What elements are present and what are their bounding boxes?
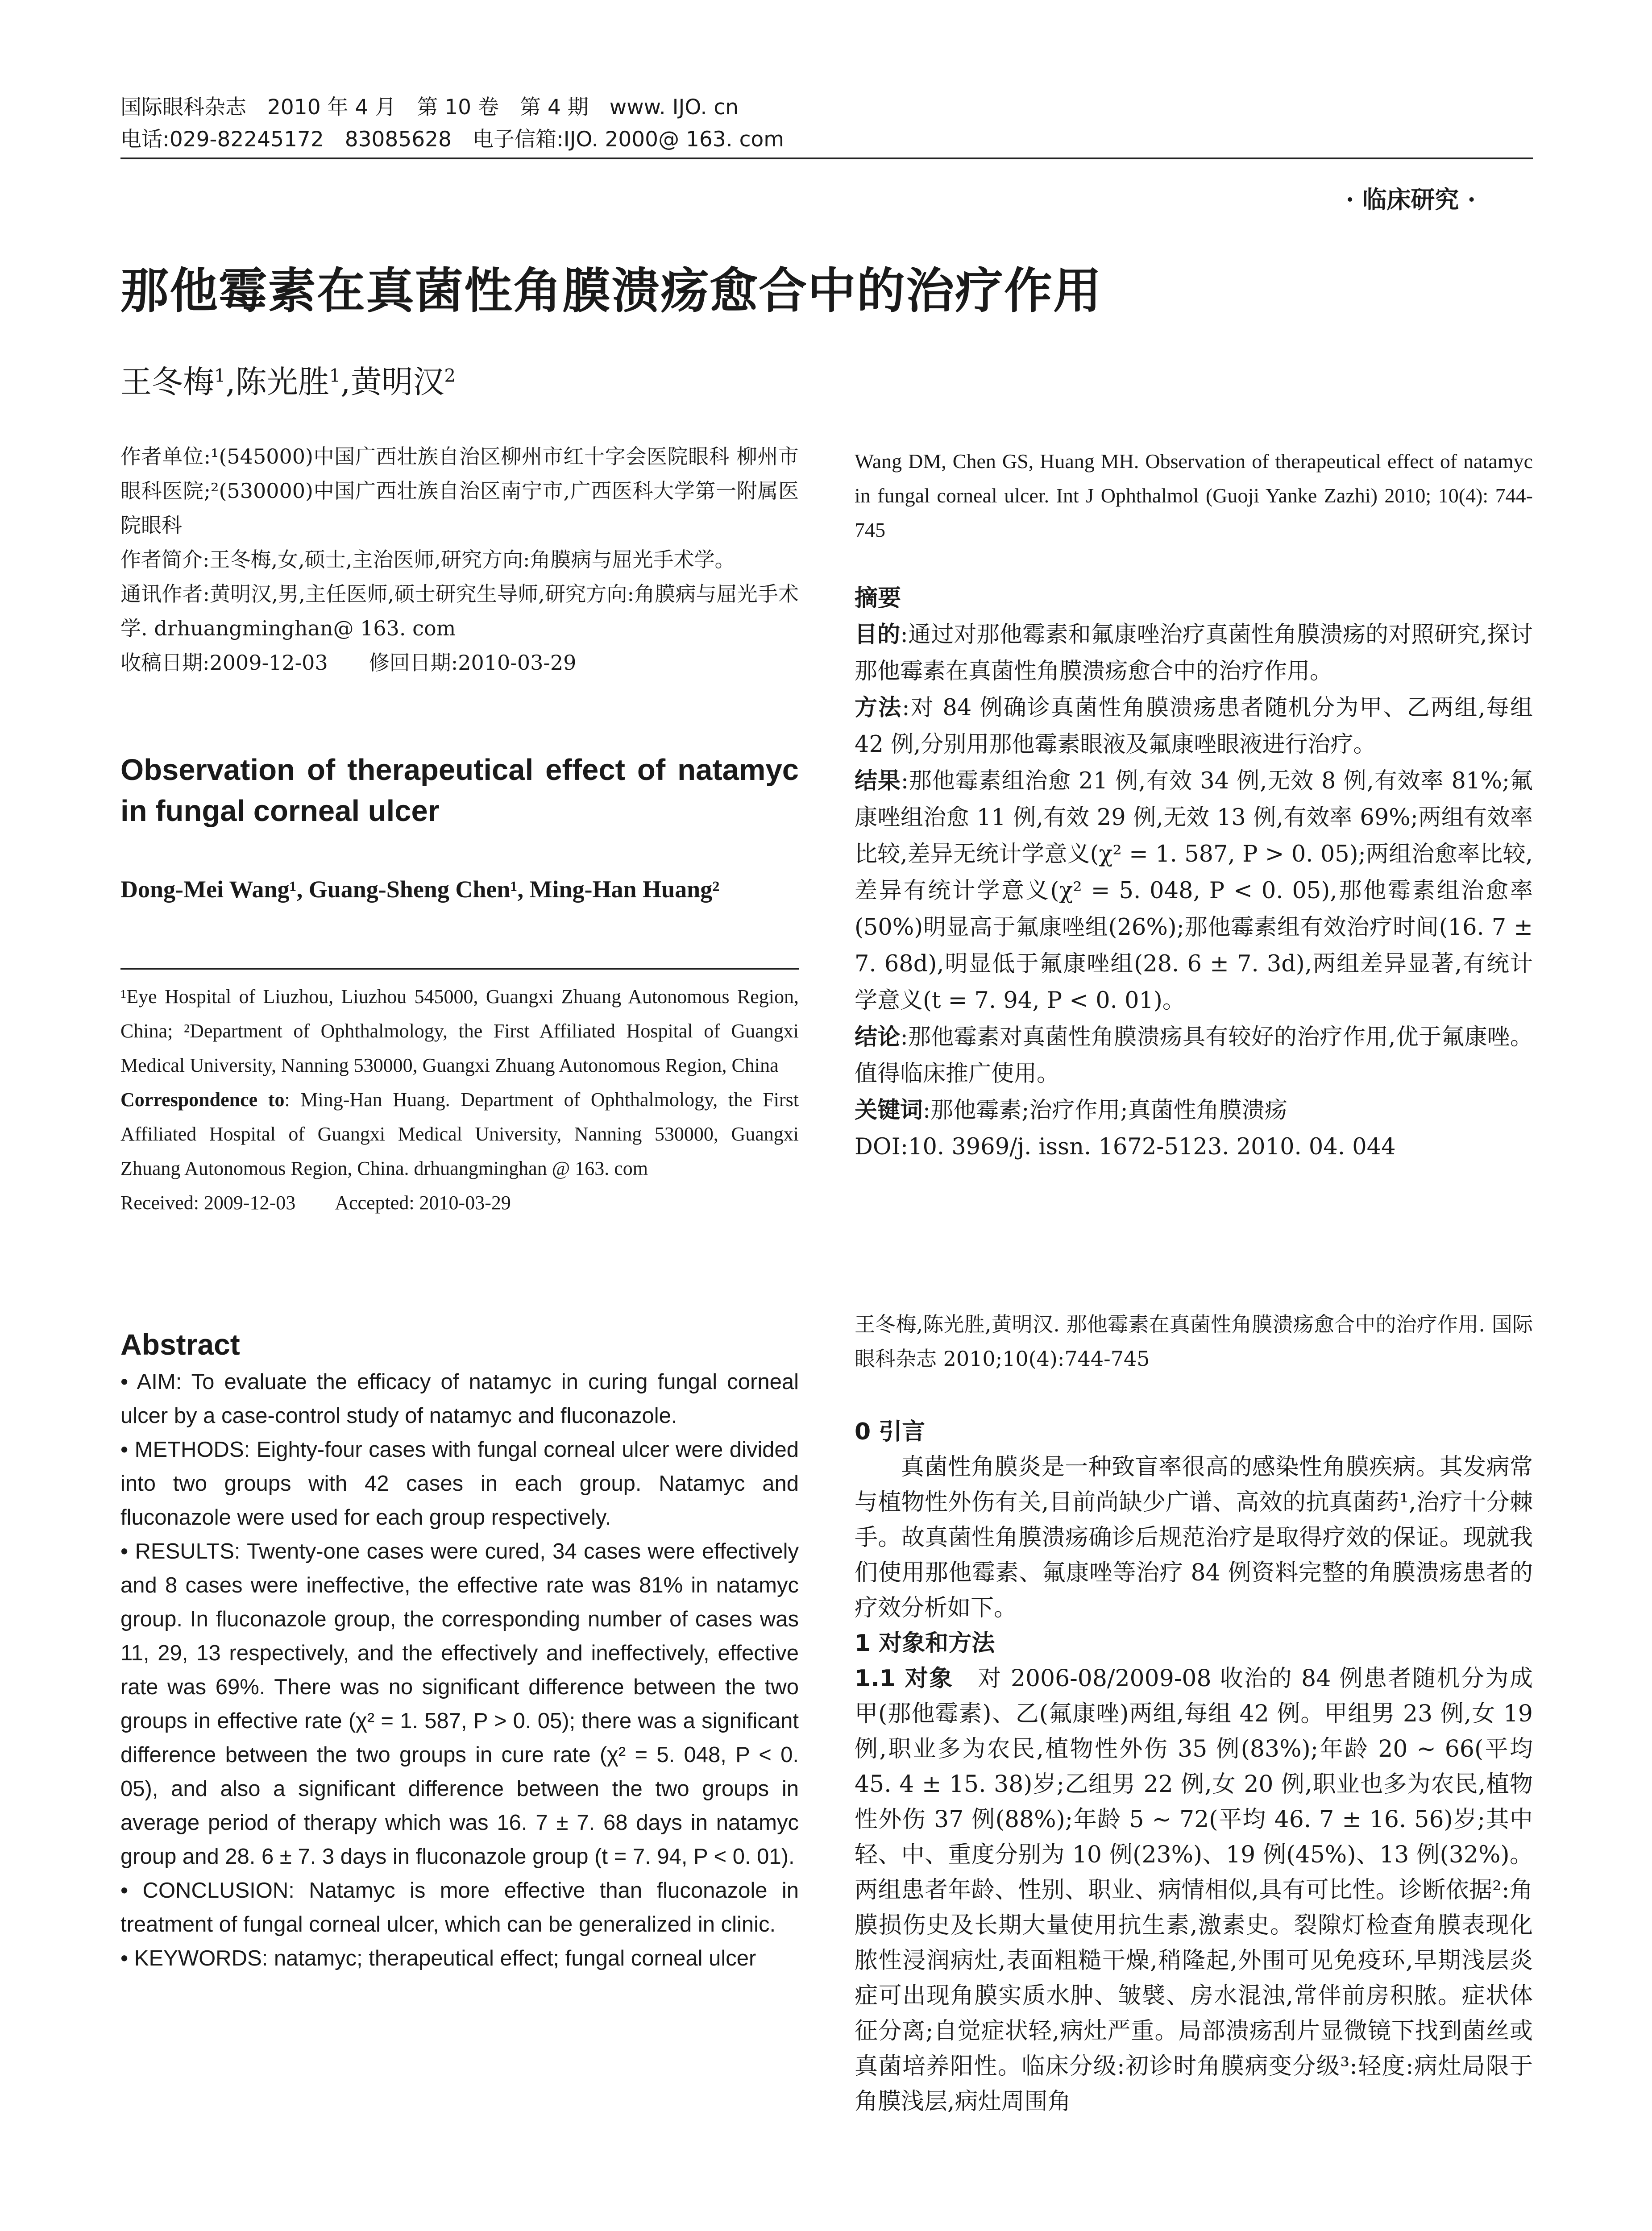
abstract-cn-results <box>855 763 1533 1019</box>
institutions-en: ¹Eye Hospital of Liuzhou, Liuzhou 545000, Guangxi Zhuang Autonomous Region, China; ²Department of Ophthalmology, the First Affiliated Hospital of Guangxi Medical University, Nanning 530000, Guangxi Zhuang Autonomous Region, China <box>120 986 799 1076</box>
header-divider <box>120 158 1533 159</box>
subjects-label: 1.1 对象 <box>855 1665 954 1692</box>
abstract-heading: Abstract <box>120 1328 240 1361</box>
affiliations-divider <box>120 968 799 970</box>
citation-cn: 王冬梅,陈光胜,黄明汉. 那他霉素在真菌性角膜溃疡愈合中的治疗作用. 国际眼科杂志 2010;10(4):744-745 <box>855 1312 1533 1371</box>
results-label: 结果 <box>855 768 901 794</box>
abstract-cn-heading: 摘要 <box>855 585 901 612</box>
affiliations-cn <box>120 440 799 680</box>
abstract-conclusion: • CONCLUSION: Natamyc is more effective than fluconazole in treatment of fungal corneal ulcer, which can be generalized in clinic. <box>120 1879 799 1937</box>
keywords-text: :那他霉素;治疗作用;真菌性角膜溃疡 <box>923 1097 1287 1124</box>
keywords-label: 关键词 <box>855 1097 923 1124</box>
subjects-paragraph <box>855 1661 1533 2119</box>
received-dates: 收稿日期:2009-12-03 修回日期:2010-03-29 <box>120 651 577 675</box>
article-title-cn: 那他霉素在真菌性角膜溃疡愈合中的治疗作用 <box>120 263 1103 319</box>
subjects-text: 对 2006-08/2009-08 收治的 84 例患者随机分为成甲(那他霉素)、乙(氟康唑)两组,每组 42 例。甲组男 23 例,女 19 例,职业多为农民,植物性外伤 35 例(83%);年龄 20 ~ 66(平均 45. 4 ± 15. 38)岁;乙组男 22 例,女 20 例,职业也多为农民,植物性外伤 37 例(88%);年龄 5 ~ 72(平均 46. 7 ± 16. 56)岁;其中轻、中、重度分别为 10 例(23%)、19 例(45%)、13 例(32%)。两组患者年龄、性别、职业、病情相似,具有可比性。诊断依据²:角膜损伤史及长期大量使用抗生素,激素史。裂隙灯检查角膜表现化脓性浸润病灶,表面粗糙干燥,稍隆起,外围可见免疫环,早期浅层炎症可出现角膜实质水肿、皱襞、房水混浊,常伴前房积脓。症状体征分离;自觉症状轻,病灶严重。局部溃疡刮片显微镜下找到菌丝或真菌培养阳性。临床分级:初诊时角膜病变分级³:轻度:病灶局限于角膜浅层,病灶周围角 <box>855 1665 1533 2115</box>
abstract-cn-aim <box>855 617 1533 690</box>
abstract-aim: • AIM: To evaluate the efficacy of natamyc in curing fungal corneal ulcer by a case-control study of natamyc and fluconazole. <box>120 1370 799 1428</box>
intro-paragraph: 真菌性角膜炎是一种致盲率很高的感染性角膜疾病。其发病常与植物性外伤有关,目前尚缺少广谱、高效的抗真菌药¹,治疗十分棘手。故真菌性角膜溃疡确诊后规范治疗是取得疗效的保证。现就我们使用那他霉素、氟康唑等治疗 84 例资料完整的角膜溃疡患者的疗效分析如下。 <box>855 1454 1533 1621</box>
methods-text: :对 84 例确诊真菌性角膜溃疡患者随机分为甲、乙两组,每组 42 例,分别用那他霉素眼液及氟康唑眼液进行治疗。 <box>855 695 1533 758</box>
intro-heading: 0 引言 <box>855 1418 926 1445</box>
affiliations-en <box>120 979 799 1220</box>
methods-heading: 1 对象和方法 <box>855 1630 995 1657</box>
journal-header-line1: 国际眼科杂志 2010 年 4 月 第 10 卷 第 4 期 www. IJO. cn <box>120 95 739 120</box>
journal-header <box>120 91 1533 156</box>
section-tag: · 临床研究 · <box>1345 185 1476 214</box>
authors-cn: 王冬梅$^1$,陈光胜$^1$,黄明汉$^2$ <box>120 364 456 400</box>
citation-en: Wang DM, Chen GS, Huang MH. Observation of therapeutical effect of natamyc in fungal corneal ulcer. Int J Ophthalmol (Guoji Yanke Zazhi) 2010; 10(4): 744-745 <box>855 450 1533 541</box>
author-intro: 作者简介:王冬梅,女,硕士,主治医师,研究方向:角膜病与屈光手术学。 <box>120 547 735 572</box>
abstract-cn-keywords <box>855 1092 1533 1129</box>
abstract-cn-methods <box>855 690 1533 763</box>
correspondence-label: Correspondence to <box>120 1089 285 1111</box>
aim-text: :通过对那他霉素和氟康唑治疗真菌性角膜溃疡的对照研究,探讨那他霉素在真菌性角膜溃疡愈合中的治疗作用。 <box>855 622 1533 684</box>
article-body <box>855 1414 1533 2119</box>
dates-en: Received: 2009-12-03 Accepted: 2010-03-29 <box>120 1192 511 1214</box>
author-affil-mark: 1 <box>329 365 341 386</box>
aim-label: 目的 <box>855 622 901 648</box>
methods-label: 方法 <box>855 695 902 721</box>
abstract-results: • RESULTS: Twenty-one cases were cured, 34 cases were effectively and 8 cases were ineffective, the effective rate was 81% in natamyc group. In fluconazole group, the corresponding number of cases was 11, 29, 13 respectively, and the effectively and ineffectively, effective rate was 69%. There was no significant difference between the two groups in effective rate (χ² = 1. 587, P > 0. 05); there was a significant difference between the two groups in cure rate (χ² = 5. 048, P < 0. 05), and also a significant difference between the two groups in average period of therapy which was 16. 7 ± 7. 68 days in natamyc group and 28. 6 ± 7. 3 days in fluconazole group (t = 7. 94, P < 0. 01). <box>120 1539 799 1869</box>
abstract-en <box>120 1327 799 1975</box>
results-text: :那他霉素组治愈 21 例,有效 34 例,无效 8 例,有效率 81%;氟康唑组治愈 11 例,有效 29 例,无效 13 例,有效率 69%;两组有效率比较,差异无统计学意义(χ² = 1. 587, P > 0. 05);两组治愈率比较,差异有统计学意义(χ² = 5. 048, P < 0. 05),那他霉素组治愈率(50%)明显高于氟康唑组(26%);那他霉素组有效治疗时间(16. 7 ± 7. 68d),明显低于氟康唑组(28. 6 ± 7. 3d),两组差异显著,有统计学意义(t = 7. 94, P < 0. 01)。 <box>855 768 1533 1014</box>
correspondence-text: : Ming-Han Huang. Department of Ophthalmology, the First Affiliated Hospital of Guangxi Medical University, Nanning 530000, Guangxi Zhuang Autonomous Region, China. drhuangminghan @ 163. com <box>120 1089 799 1179</box>
authors-en: Dong-Mei Wang¹, Guang-Sheng Chen¹, Ming-Han Huang² <box>120 876 720 903</box>
author-name: 王冬梅 <box>120 364 214 400</box>
conclusion-label: 结论 <box>855 1024 901 1050</box>
author-name: 陈光胜 <box>235 364 329 400</box>
abstract-cn <box>855 580 1533 1165</box>
correspondence-en <box>120 1082 799 1186</box>
doi: DOI:10. 3969/j. issn. 1672-5123. 2010. 04. 044 <box>855 1134 1396 1160</box>
abstract-methods: • METHODS: Eighty-four cases with fungal corneal ulcer were divided into two groups with 42 cases in each group. Natamyc and fluconazole were used for each group respectively. <box>120 1438 799 1530</box>
abstract-cn-conclusion <box>855 1019 1533 1092</box>
conclusion-text: :那他霉素对真菌性角膜溃疡具有较好的治疗作用,优于氟康唑。值得临床推广使用。 <box>855 1024 1533 1087</box>
journal-header-line2: 电话:029-82245172 83085628 电子信箱:IJO. 2000@ 163. com <box>120 127 784 152</box>
author-affil-mark: 2 <box>444 365 456 386</box>
author-affil-mark: 1 <box>214 365 226 386</box>
article-title-en: Observation of therapeutical effect of natamyc in fungal corneal ulcer <box>120 753 799 828</box>
affiliation-units: 作者单位:¹(545000)中国广西壮族自治区柳州市红十字会医院眼科 柳州市眼科医院;²(530000)中国广西壮族自治区南宁市,广西医科大学第一附属医院眼科 <box>120 444 799 537</box>
corresponding-author: 通讯作者:黄明汉,男,主任医师,硕士研究生导师,研究方向:角膜病与屈光手术学. drhuangminghan@ 163. com <box>120 582 799 640</box>
author-name: 黄明汉 <box>350 364 444 400</box>
abstract-keywords: • KEYWORDS: natamyc; therapeutical effect; fungal corneal ulcer <box>120 1946 756 1970</box>
